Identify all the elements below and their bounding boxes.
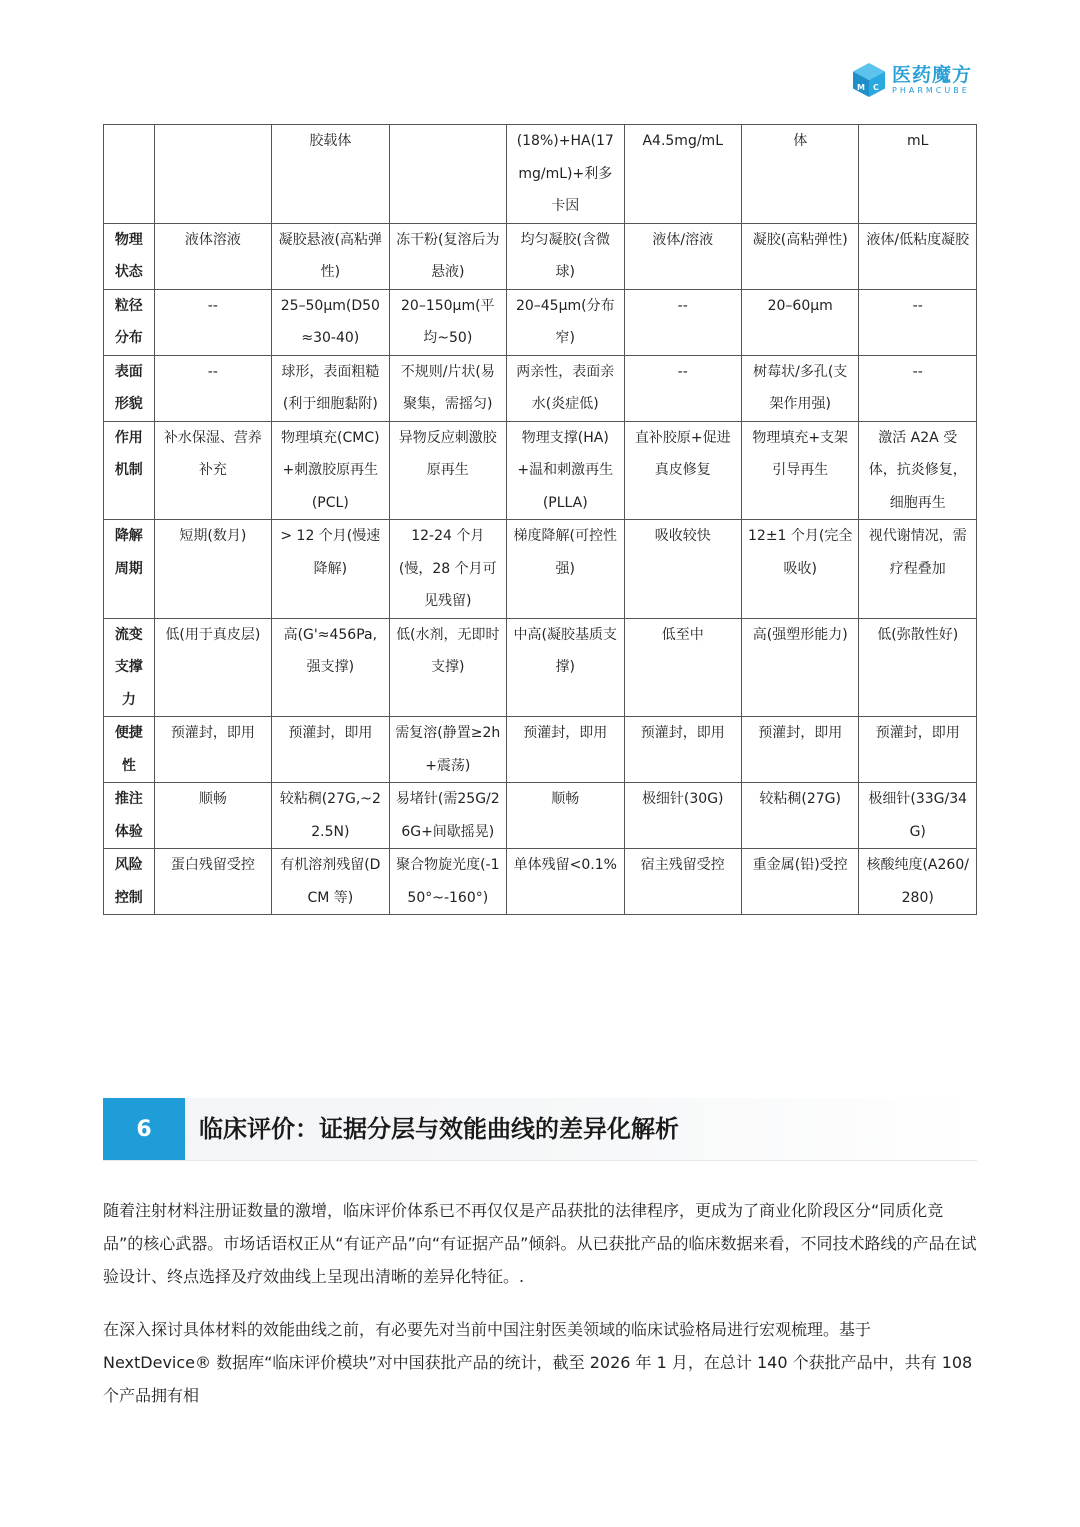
table-row	[104, 520, 977, 619]
row-header-cell: 风险控制	[104, 849, 155, 915]
table-cell: 预灌封，即用	[624, 717, 741, 783]
row-header-cell: 表面形貌	[104, 355, 155, 421]
table-cell: 12±1 个月(完全吸收)	[741, 520, 858, 619]
table-cell: 较粘稠(27G,~22.5N)	[272, 783, 389, 849]
row-header-cell: 便捷性	[104, 717, 155, 783]
table-cell: 预灌封，即用	[154, 717, 271, 783]
table-cell: 聚合物旋光度(-150°~-160°)	[389, 849, 506, 915]
table-cell: 物理填充+支架引导再生	[741, 421, 858, 520]
table-cell: 低至中	[624, 618, 741, 717]
table-row	[104, 355, 977, 421]
table-cell: mL	[859, 125, 977, 224]
row-header-cell: 推注体验	[104, 783, 155, 849]
table-cell: 补水保湿、营养补充	[154, 421, 271, 520]
table-cell: 20–45μm(分布窄)	[507, 289, 624, 355]
table-cell: 顺畅	[507, 783, 624, 849]
table-cell: --	[624, 289, 741, 355]
table-row	[104, 783, 977, 849]
product-comparison-table	[103, 124, 977, 915]
table-row	[104, 125, 977, 224]
table-cell: 核酸纯度(A260/280)	[859, 849, 977, 915]
table-cell: 需复溶(静置≥2h+震荡)	[389, 717, 506, 783]
svg-text:M: M	[857, 83, 865, 92]
svg-text:C: C	[873, 83, 879, 92]
table-cell: 低(弥散性好)	[859, 618, 977, 717]
table-cell: 短期(数月)	[154, 520, 271, 619]
table-cell: 宿主残留受控	[624, 849, 741, 915]
row-header-cell: 流变支撑力	[104, 618, 155, 717]
table-cell: 两亲性，表面亲水(炎症低)	[507, 355, 624, 421]
table-cell: --	[859, 355, 977, 421]
table-cell: 预灌封，即用	[272, 717, 389, 783]
cube-logo-icon	[852, 62, 886, 98]
table-row	[104, 849, 977, 915]
logo-english-name: PHARMCUBE	[892, 86, 970, 95]
section-heading-bar	[103, 1098, 977, 1161]
table-row	[104, 289, 977, 355]
table-cell: 低(用于真皮层)	[154, 618, 271, 717]
table-cell: --	[859, 289, 977, 355]
table-cell: 预灌封，即用	[507, 717, 624, 783]
table-cell: 凝胶悬液(高粘弹性)	[272, 223, 389, 289]
table-cell: 胶载体	[272, 125, 389, 224]
section-number: 6	[103, 1098, 185, 1160]
table-cell: 单体残留<0.1%	[507, 849, 624, 915]
table-row	[104, 421, 977, 520]
table-cell: 异物反应刺激胶原再生	[389, 421, 506, 520]
table-cell: 液体/溶液	[624, 223, 741, 289]
table-row	[104, 618, 977, 717]
table-cell: --	[154, 289, 271, 355]
table-cell: 均匀凝胶(含微球)	[507, 223, 624, 289]
section-title: 临床评价：证据分层与效能曲线的差异化解析	[199, 1115, 679, 1143]
row-header-cell: 作用机制	[104, 421, 155, 520]
table-cell: 吸收较快	[624, 520, 741, 619]
table-cell: 不规则/片状(易聚集，需摇匀)	[389, 355, 506, 421]
body-paragraph: 随着注射材料注册证数量的激增，临床评价体系已不再仅仅是产品获批的法律程序，更成为了商业化阶段区分“同质化竞品”的核心武器。市场话语权正从“有证产品”向“有证据产品”倾斜。从已获批产品的临床数据来看，不同技术路线的产品在试验设计、终点选择及疗效曲线上呈现出清晰的差异化特征。.	[103, 1201, 977, 1286]
logo-chinese-name: 医药魔方	[892, 64, 973, 86]
table-cell: 物理填充(CMC)+刺激胶原再生(PCL)	[272, 421, 389, 520]
table-cell: 20–60μm	[741, 289, 858, 355]
table-cell: 凝胶(高粘弹性)	[741, 223, 858, 289]
row-header-cell	[104, 125, 155, 224]
table-cell: 极细针(30G)	[624, 783, 741, 849]
table-cell	[389, 125, 506, 224]
table-row	[104, 223, 977, 289]
table-cell: 预灌封，即用	[741, 717, 858, 783]
table-cell: 物理支撑(HA)+温和刺激再生(PLLA)	[507, 421, 624, 520]
row-header-cell: 降解周期	[104, 520, 155, 619]
row-header-cell: 物理状态	[104, 223, 155, 289]
table-cell: 极细针(33G/34G)	[859, 783, 977, 849]
table-cell: 顺畅	[154, 783, 271, 849]
table-cell: --	[154, 355, 271, 421]
table-cell: (18%)+HA(17mg/mL)+利多卡因	[507, 125, 624, 224]
table-cell: 预灌封，即用	[859, 717, 977, 783]
table-cell: > 12 个月(慢速降解)	[272, 520, 389, 619]
table-cell: 20–150μm(平均~50)	[389, 289, 506, 355]
table-cell: 视代谢情况，需疗程叠加	[859, 520, 977, 619]
table-cell	[154, 125, 271, 224]
table-cell: 体	[741, 125, 858, 224]
table-cell: 树莓状/多孔(支架作用强)	[741, 355, 858, 421]
table-cell: 重金属(铅)受控	[741, 849, 858, 915]
table-cell: 液体溶液	[154, 223, 271, 289]
pharmcube-logo	[852, 62, 972, 98]
table-cell: 25–50μm(D50≈30-40)	[272, 289, 389, 355]
table-cell: --	[624, 355, 741, 421]
table-cell: 高(G'≈456Pa,强支撑)	[272, 618, 389, 717]
table-row	[104, 717, 977, 783]
table-cell: 易堵针(需25G/26G+间歇摇晃)	[389, 783, 506, 849]
table-cell: 液体/低粘度凝胶	[859, 223, 977, 289]
table-cell: 球形，表面粗糙(利于细胞黏附)	[272, 355, 389, 421]
table-cell: 有机溶剂残留(DCM 等)	[272, 849, 389, 915]
table-cell: 中高(凝胶基质支撑)	[507, 618, 624, 717]
table-cell: 梯度降解(可控性强)	[507, 520, 624, 619]
table-cell: 直补胶原+促进真皮修复	[624, 421, 741, 520]
table-cell: 12-24 个月(慢，28 个月可见残留)	[389, 520, 506, 619]
table-cell: A4.5mg/mL	[624, 125, 741, 224]
table-cell: 蛋白残留受控	[154, 849, 271, 915]
table-cell: 冻干粉(复溶后为悬液)	[389, 223, 506, 289]
table-cell: 激活 A2A 受体，抗炎修复，细胞再生	[859, 421, 977, 520]
table-cell: 低(水剂，无即时支撑)	[389, 618, 506, 717]
table-cell: 高(强塑形能力)	[741, 618, 858, 717]
body-paragraph: 在深入探讨具体材料的效能曲线之前，有必要先对当前中国注射医美领域的临床试验格局进行宏观梳理。基于 NextDevice® 数据库“临床评价模块”对中国获批产品的统计，截至 2026 年 1 月，在总计 140 个获批产品中，共有 108 个产品拥有相	[103, 1320, 973, 1405]
table-cell: 较粘稠(27G)	[741, 783, 858, 849]
row-header-cell: 粒径分布	[104, 289, 155, 355]
